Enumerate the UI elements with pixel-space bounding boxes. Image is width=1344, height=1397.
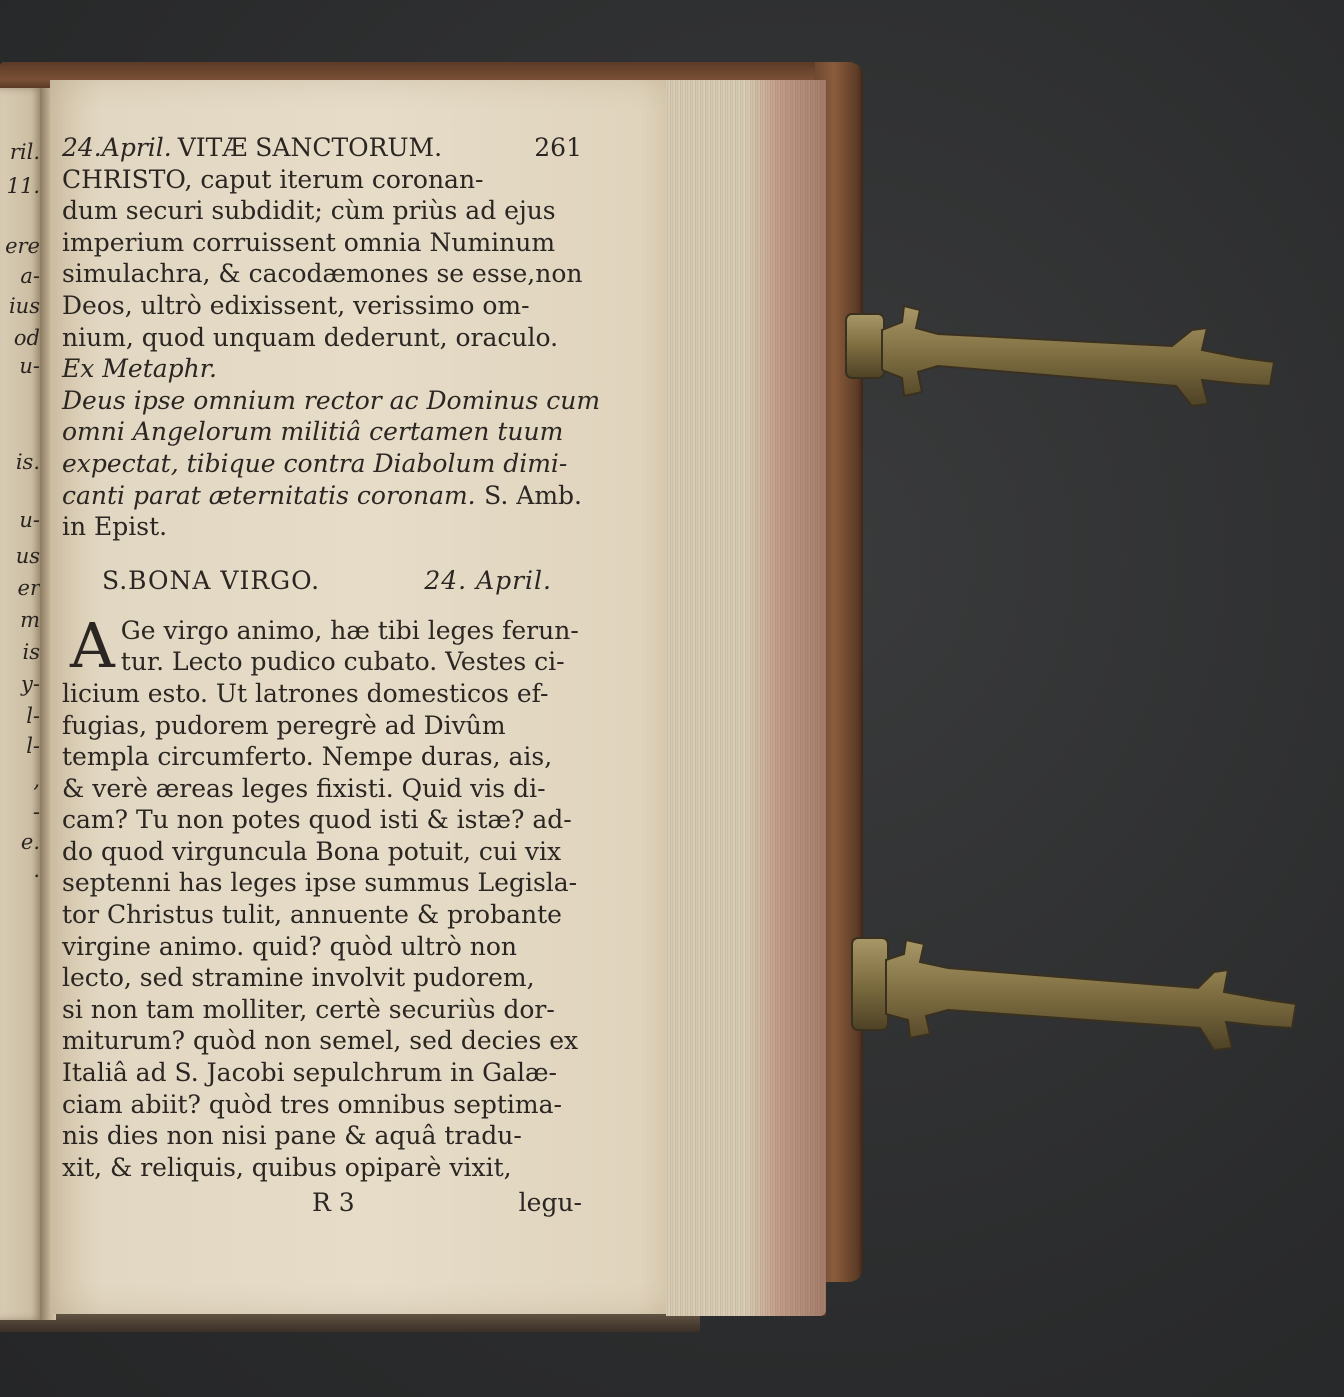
left-page-fragment: l- <box>26 734 40 758</box>
left-page-fragment: is. <box>15 450 40 474</box>
text-line: lecto, sed stramine involvit pudorem, <box>62 963 535 993</box>
quote-line: omni Angelorum militiâ certamen tuum <box>62 417 564 447</box>
text-line: fugias, pudorem peregrè ad Divûm <box>62 710 506 740</box>
left-page-edge <box>0 88 44 1320</box>
text-line: licium esto. Ut latrones domesticos ef- <box>62 678 549 708</box>
text-line: & verè æreas leges fixisti. Quid vis di- <box>62 773 546 803</box>
left-page-fragment: u- <box>19 354 40 378</box>
page-footer <box>62 1187 582 1219</box>
left-page-fragment: e. <box>20 830 40 854</box>
text-line: tor Christus tulit, annuente & probante <box>62 900 562 930</box>
left-page-fragment: er <box>17 576 40 600</box>
lower-brass-clasp <box>848 930 1308 1060</box>
left-page-fragment: - <box>32 800 40 824</box>
left-page-fragment: u- <box>19 508 40 532</box>
text-line: Ex Metaphr. <box>62 354 217 384</box>
quote-line: in Epist. <box>62 512 168 542</box>
page-number: 261 <box>534 133 582 162</box>
running-head-title: VITÆ SANCTORUM. <box>177 133 443 162</box>
text-line: miturum? quòd non semel, sed decies ex <box>62 1026 579 1056</box>
text-line: Italiâ ad S. Jacobi sepulchrum in Galæ- <box>62 1058 557 1088</box>
text-line: nis dies non nisi pane & aquâ tradu- <box>62 1121 522 1151</box>
page-text <box>62 132 601 1219</box>
left-page-fragment: a- <box>20 264 40 288</box>
left-page-fragment: 11. <box>6 174 40 198</box>
text-line: Ge virgo animo, hæ tibi leges ferun- <box>120 615 579 645</box>
left-page-fragment: od <box>13 326 40 350</box>
text-line: do quod virguncula Bona potuit, cui vix <box>62 836 562 866</box>
running-head <box>62 132 582 164</box>
left-page-fragment: m <box>20 608 40 632</box>
left-page-fragment: l- <box>26 704 40 728</box>
text-line: ciam abiit? quòd tres omnibus septima- <box>62 1089 562 1119</box>
catchword: legu- <box>518 1188 582 1218</box>
paragraph-christo <box>62 164 582 385</box>
left-page-fragment: , <box>33 768 40 792</box>
left-page-fragment: is <box>22 640 40 664</box>
left-page-fragment: ius <box>8 294 40 318</box>
section-heading <box>62 565 582 599</box>
text-line: si non tam molliter, certè securiùs dor- <box>62 994 555 1024</box>
paragraph-bona <box>62 608 582 1184</box>
quote-source: S. Amb. <box>484 480 582 510</box>
left-page-fragment: y- <box>21 672 40 696</box>
text-line: septenni has leges ipse summus Legisla- <box>62 868 578 898</box>
quote-line: canti parat æternitatis coronam. S. Amb. <box>62 480 582 510</box>
section-date: 24. April. <box>424 565 552 595</box>
page-block-edges <box>666 80 826 1316</box>
left-page-fragment: us <box>15 544 40 568</box>
text-line: nium, quod unquam dederunt, oraculo. <box>62 322 559 352</box>
quote-line: Deus ipse omnium rector ac Dominus cum <box>62 385 601 415</box>
left-page-fragment: ere <box>5 234 40 258</box>
text-line: cam? Tu non potes quod isti & istæ? ad- <box>62 805 572 835</box>
text-line: tur. Lecto pudico cubato. Vestes ci- <box>120 647 565 677</box>
drop-cap: A <box>70 608 115 682</box>
text-line: xit, & reliquis, quibus opiparè vixit, <box>62 1152 512 1182</box>
text-line: CHRISTO, caput iterum coronan- <box>62 164 484 194</box>
text-line: virgine animo. quid? quòd ultrò non <box>62 931 518 961</box>
quote-line: expectat, tibique contra Diabolum dimi- <box>62 448 568 478</box>
section-title: S.BONA VIRGO. <box>102 565 321 595</box>
text-line: templa circumferto. Nempe duras, ais, <box>62 742 553 772</box>
text-line: Deos, ultrò edixissent, verissimo om- <box>62 290 530 320</box>
quote-ambrose <box>62 385 601 543</box>
left-page-fragment: ril. <box>9 140 40 164</box>
text-line: imperium corruissent omnia Numinum <box>62 227 556 257</box>
signature-mark: R 3 <box>312 1188 355 1218</box>
left-page-fragment: . <box>33 858 40 882</box>
running-head-date: 24.April. <box>62 133 172 162</box>
upper-brass-clasp <box>842 300 1282 420</box>
text-line: dum securi subdidit; cùm priùs ad ejus <box>62 196 556 226</box>
text-line: simulachra, & cacodæmones se esse,non <box>62 259 583 289</box>
